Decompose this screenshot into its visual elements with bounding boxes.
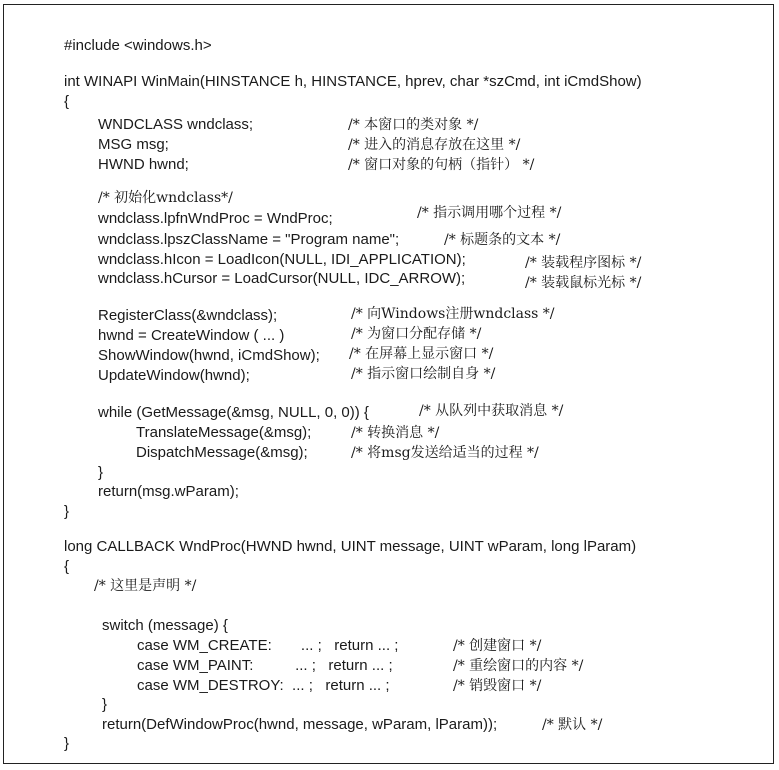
assign-lpfnwndproc-comment: /* 指示调用哪个过程 */ xyxy=(417,205,562,221)
init-comment: /* 初始化wndclass*/ xyxy=(98,190,233,206)
return-defwindowproc-comment: /* 默认 */ xyxy=(542,717,603,733)
create-window: hwnd = CreateWindow ( ... ) xyxy=(98,327,285,344)
decl-hwnd-comment: /* 窗口对象的句柄（指针） */ xyxy=(348,157,535,173)
register-class: RegisterClass(&wndclass); xyxy=(98,307,278,324)
switch-line: switch (message) { xyxy=(102,617,228,634)
switch-close-brace: } xyxy=(102,696,108,713)
wndproc-close-brace: } xyxy=(64,735,70,752)
update-window-comment: /* 指示窗口绘制自身 */ xyxy=(351,366,496,382)
winmain-signature: int WINAPI WinMain(HINSTANCE h, HINSTANCE, hprev, char *szCmd, int iCmdShow) xyxy=(64,73,642,90)
assign-classname: wndclass.lpszClassName = "Program name"; xyxy=(98,231,400,248)
decl-wndclass-comment: /* 本窗口的类对象 */ xyxy=(348,117,479,133)
wndproc-open-brace: { xyxy=(64,558,70,575)
dispatch-message-comment: /* 将msg发送给适当的过程 */ xyxy=(351,445,539,461)
winmain-open-brace: { xyxy=(64,93,70,110)
translate-message: TranslateMessage(&msg); xyxy=(136,424,312,441)
decl-hwnd: HWND hwnd; xyxy=(98,156,189,173)
return-wparam: return(msg.wParam); xyxy=(98,483,239,500)
assign-hcursor-comment: /* 装载鼠标光标 */ xyxy=(525,275,642,291)
show-window: ShowWindow(hwnd, iCmdShow); xyxy=(98,347,320,364)
update-window: UpdateWindow(hwnd); xyxy=(98,367,250,384)
create-window-comment: /* 为窗口分配存储 */ xyxy=(351,326,482,342)
case-create-comment: /* 创建窗口 */ xyxy=(453,638,542,654)
case-paint-comment: /* 重绘窗口的内容 */ xyxy=(453,658,584,674)
case-destroy: case WM_DESTROY: ... ; return ... ; xyxy=(137,677,390,694)
include-line: #include <windows.h> xyxy=(64,37,212,54)
decl-msg: MSG msg; xyxy=(98,136,169,153)
declaration-comment: /* 这里是声明 */ xyxy=(94,578,197,594)
assign-hicon-comment: /* 装载程序图标 */ xyxy=(525,255,642,271)
case-paint: case WM_PAINT: ... ; return ... ; xyxy=(137,657,393,674)
code-listing-frame xyxy=(3,4,774,764)
wndproc-signature: long CALLBACK WndProc(HWND hwnd, UINT message, UINT wParam, long lParam) xyxy=(64,538,637,555)
assign-classname-comment: /* 标题条的文本 */ xyxy=(444,232,561,248)
assign-hicon: wndclass.hIcon = LoadIcon(NULL, IDI_APPLICATION); xyxy=(98,251,466,268)
register-class-comment: /* 向Windows注册wndclass */ xyxy=(351,306,555,322)
winmain-close-brace: } xyxy=(64,503,70,520)
while-close-brace: } xyxy=(98,464,104,481)
translate-message-comment: /* 转换消息 */ xyxy=(351,425,440,441)
assign-hcursor: wndclass.hCursor = LoadCursor(NULL, IDC_ARROW); xyxy=(98,270,466,287)
return-defwindowproc: return(DefWindowProc(hwnd, message, wParam, lParam)); xyxy=(102,716,498,733)
dispatch-message: DispatchMessage(&msg); xyxy=(136,444,308,461)
case-create: case WM_CREATE: ... ; return ... ; xyxy=(137,637,399,654)
decl-msg-comment: /* 进入的消息存放在这里 */ xyxy=(348,137,521,153)
case-destroy-comment: /* 销毁窗口 */ xyxy=(453,678,542,694)
decl-wndclass: WNDCLASS wndclass; xyxy=(98,116,254,133)
while-getmessage-comment: /* 从队列中获取消息 */ xyxy=(419,403,564,419)
while-getmessage: while (GetMessage(&msg, NULL, 0, 0)) { xyxy=(98,404,369,421)
show-window-comment: /* 在屏幕上显示窗口 */ xyxy=(349,346,494,362)
assign-lpfnwndproc: wndclass.lpfnWndProc = WndProc; xyxy=(98,210,333,227)
